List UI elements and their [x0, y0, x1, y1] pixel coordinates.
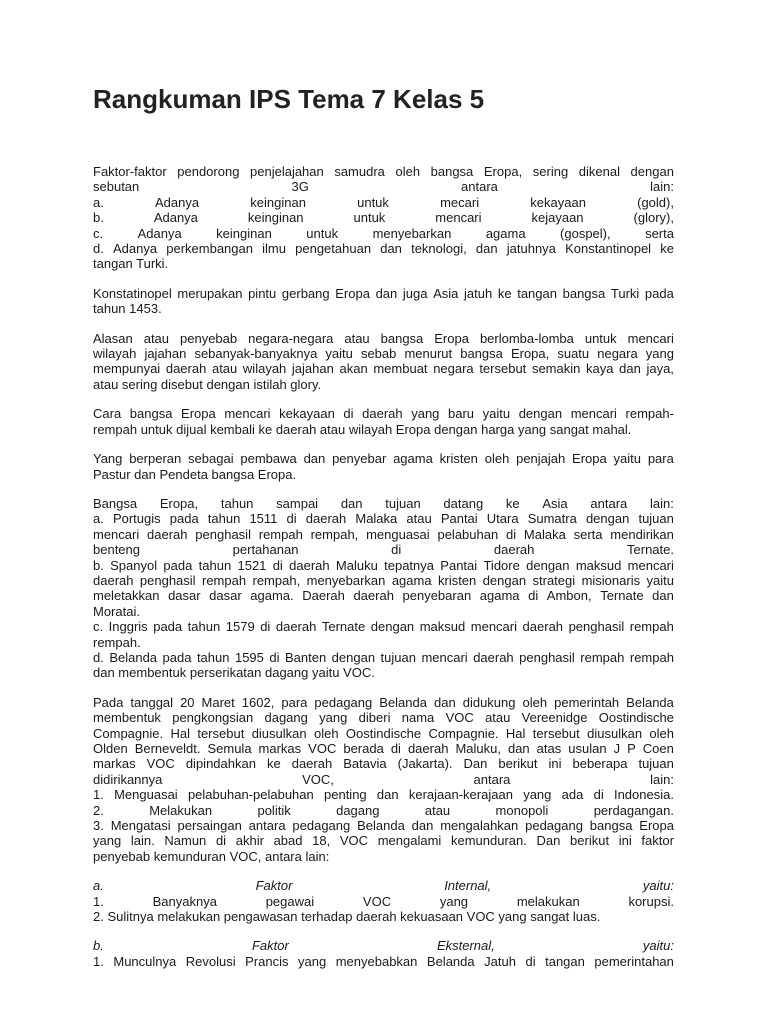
text-line: a. Faktor Internal, yaitu:: [93, 878, 674, 894]
text-line: penyebab kemunduran VOC, antara lain:: [93, 848, 330, 864]
text-line: Bangsa Eropa, tahun sampai dan tujuan datang ke Asia antara lain:: [93, 495, 674, 511]
text-line: b. Spanyol pada tahun 1521 di daerah Maluku tepatnya Pantai Tidore dengan maksud mencari: [93, 557, 674, 573]
text-line: tangan Turki.: [93, 256, 169, 272]
text-line: benteng pertahanan di daerah Ternate.: [93, 542, 674, 558]
text-line: Pastur dan Pendeta bangsa Eropa.: [93, 466, 297, 482]
page-title: Rangkuman IPS Tema 7 Kelas 5: [93, 84, 485, 114]
text-line: 1. Munculnya Revolusi Prancis yang menyebabkan Belanda Jatuh di tangan pemerintahan: [93, 953, 674, 969]
text-line: markas VOC dipindahkan ke daerah Batavia (Jakarta). Dan berikut ini beberapa tujuan: [93, 756, 674, 772]
text-line: meletakkan dasar dasar agama. Daerah daerah penyebaran agama di Ambon, Ternate dan: [93, 588, 674, 604]
text-line: tahun 1453.: [93, 301, 162, 317]
text-line: mempunyai daerah atau wilayah jajahan akan membuat negara tersebut semakin kaya dan jaya,: [93, 361, 674, 377]
text-line: 2. Sulitnya melakukan pengawasan terhadap daerah kekuasaan VOC yang sangat luas.: [93, 909, 601, 925]
text-line: atau sering disebut dengan istilah glory.: [93, 376, 322, 392]
text-line: c. Inggris pada tahun 1579 di daerah Ternate dengan maksud mencari daerah penghasil rempah: [93, 619, 674, 635]
text-line: Compagnie. Hal tersebut diusulkan oleh Oostindische Compagnie. Hal tersebut diusulkan oleh: [93, 725, 674, 741]
text-line: Cara bangsa Eropa mencari kekayaan di daerah yang baru yaitu dengan mencari rempah-: [93, 406, 674, 422]
text-line: didirikannya VOC, antara lain:: [93, 771, 674, 787]
text-line: d. Belanda pada tahun 1595 di Banten dengan tujuan mencari daerah penghasil rempah rempah: [93, 649, 674, 665]
text-line: a. Portugis pada tahun 1511 di daerah Malaka atau Pantai Utara Sumatra dengan tujuan: [93, 511, 674, 527]
text-line: rempah untuk dijual kembali ke daerah atau wilayah Eropa dengan harga yang sangat mahal.: [93, 421, 632, 437]
text-line: Alasan atau penyebab negara-negara atau bangsa Eropa berlomba-lomba untuk mencari: [93, 330, 674, 346]
paragraph-konstantinopel: [93, 286, 674, 317]
text-line: Faktor-faktor pendorong penjelajahan samudra oleh bangsa Eropa, sering dikenal dengan: [93, 164, 674, 179]
text-line: Pada tanggal 20 Maret 1602, para pedagang Belanda dan didukung oleh pemerintah Belanda: [93, 694, 674, 710]
text-line: 2. Melakukan politik dagang atau monopoli perdagangan.: [93, 802, 674, 818]
text-line: daerah penghasil rempah rempah, menyebarkan agama kristen dengan strategi misionaris yaitu: [93, 572, 674, 588]
paragraph-cara: [93, 406, 674, 437]
text-line: Konstatinopel merupakan pintu gerbang Eropa dan juga Asia jatuh ke tangan bangsa Turki pada: [93, 285, 674, 301]
text-line: mencari daerah penghasil rempah rempah, menguasai pelabuhan di Malaka serta mendirikan: [93, 526, 674, 542]
text-line: rempah.: [93, 634, 141, 650]
text-line: d. Adanya perkembangan ilmu pengetahuan dan teknologi, dan jatuhnya Konstantinopel ke: [93, 241, 674, 257]
text-line: 3. Mengatasi persaingan antara pedagang Belanda dan mengalahkan pedagang bangsa Eropa: [93, 818, 674, 834]
text-line: yang lain. Namun di akhir abad 18, VOC mengalami kemunduran. Dan berikut ini faktor: [93, 833, 674, 849]
text-line: Moratai.: [93, 603, 140, 619]
text-line: Olden Berneveldt. Semula markas VOC berada di daerah Maluku, dan atas usulan J P Coen: [93, 741, 674, 756]
text-line: membentuk pengkongsian dagang yang diberi nama VOC atau Vereenidge Oostindische: [93, 710, 674, 726]
text-line: dan membentuk perserikatan dagang yaitu VOC.: [93, 665, 375, 681]
paragraph-voc: [93, 695, 674, 864]
paragraph-faktor-internal: [93, 878, 674, 924]
paragraph-faktor-eksternal: [93, 938, 674, 969]
paragraph-alasan: [93, 331, 674, 393]
text-line: b. Adanya keinginan untuk mencari kejayaan (glory),: [93, 210, 674, 226]
text-line: wilayah jajahan sebanyak-banyaknya yaitu sebab menurut bangsa Eropa, suatu negara yang: [93, 346, 674, 362]
text-line: 1. Menguasai pelabuhan-pelabuhan penting dan kerajaan-kerajaan yang ada di Indonesia.: [93, 787, 674, 803]
text-line: 1. Banyaknya pegawai VOC yang melakukan korupsi.: [93, 893, 674, 909]
paragraph-penyebar: [93, 451, 674, 482]
text-line: c. Adanya keinginan untuk menyebarkan agama (gospel), serta: [93, 225, 674, 241]
paragraph-3g: [93, 164, 674, 272]
text-line: sebutan 3G antara lain:: [93, 179, 674, 195]
document-body: [93, 164, 674, 983]
text-line: Yang berperan sebagai pembawa dan penyebar agama kristen oleh penjajah Eropa yaitu para: [93, 451, 674, 467]
text-line: b. Faktor Eksternal, yaitu:: [93, 938, 674, 954]
text-line: a. Adanya keinginan untuk mecari kekayaan (gold),: [93, 194, 674, 210]
paragraph-bangsa-eropa: [93, 496, 674, 681]
